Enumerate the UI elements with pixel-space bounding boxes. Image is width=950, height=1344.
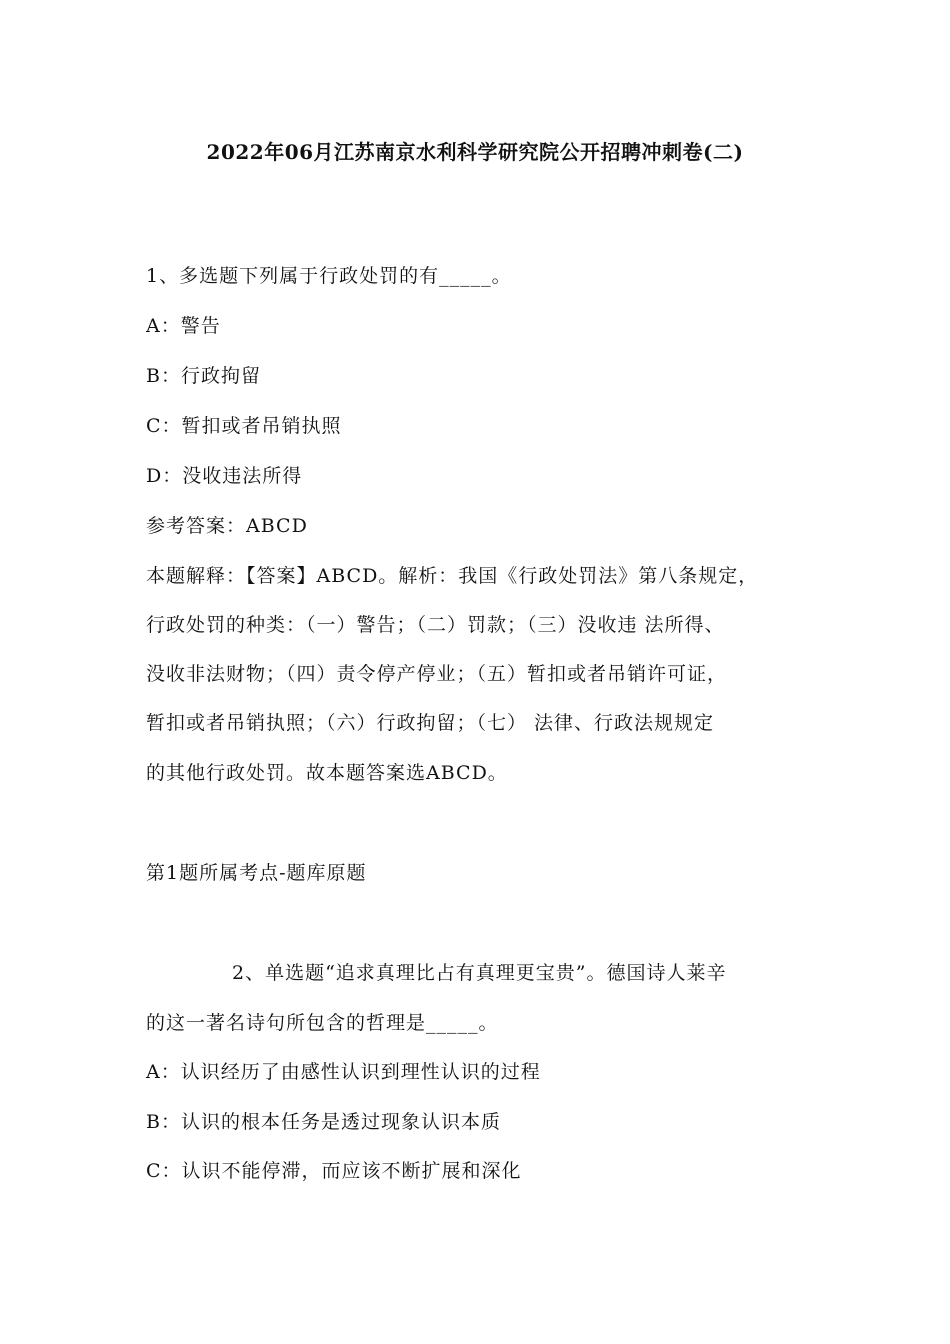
page-title: 2022年06月江苏南京水利科学研究院公开招聘冲刺卷(二) bbox=[206, 140, 744, 164]
question-2-option-a: A：认识经历了由感性认识到理性认识的过程 bbox=[146, 1061, 541, 1083]
question-1-explanation-line: 没收非法财物；（四）责令停产停业；（五）暂扣或者吊销许可证， bbox=[146, 663, 728, 685]
question-1-option-b: B：行政拘留 bbox=[146, 365, 261, 387]
question-1-option-c: C：暂扣或者吊销执照 bbox=[146, 415, 342, 437]
question-1-explanation-line: 本题解释：【答案】ABCD。解析：我国《行政处罚法》第八条规定， bbox=[146, 565, 759, 587]
question-2-option-b: B：认识的根本任务是透过现象认识本质 bbox=[146, 1111, 501, 1133]
question-1-answer: 参考答案：ABCD bbox=[146, 515, 308, 537]
question-2-stem-continued: 的这一著名诗句所包含的哲理是_____。 bbox=[146, 1012, 499, 1034]
question-1-stem: 1、多选题下列属于行政处罚的有_____。 bbox=[146, 265, 512, 287]
question-1-topic: 第1题所属考点-题库原题 bbox=[146, 862, 367, 884]
question-1-option-a: A：警告 bbox=[146, 315, 221, 337]
question-1-explanation-line: 行政处罚的种类：（一）警告；（二）罚款；（三）没收违 法所得、 bbox=[146, 614, 725, 636]
question-2-option-c: C：认识不能停滞，而应该不断扩展和深化 bbox=[146, 1160, 522, 1182]
question-1-option-d: D：没收违法所得 bbox=[146, 465, 303, 487]
question-2-stem: 2、单选题“追求真理比占有真理更宝贵”。德国诗人莱辛 bbox=[232, 962, 727, 984]
question-1-explanation-line: 暂扣或者吊销执照；（六）行政拘留；（七） 法律、行政法规规定 bbox=[146, 712, 715, 734]
question-1-explanation-line: 的其他行政处罚。故本题答案选ABCD。 bbox=[146, 762, 508, 784]
